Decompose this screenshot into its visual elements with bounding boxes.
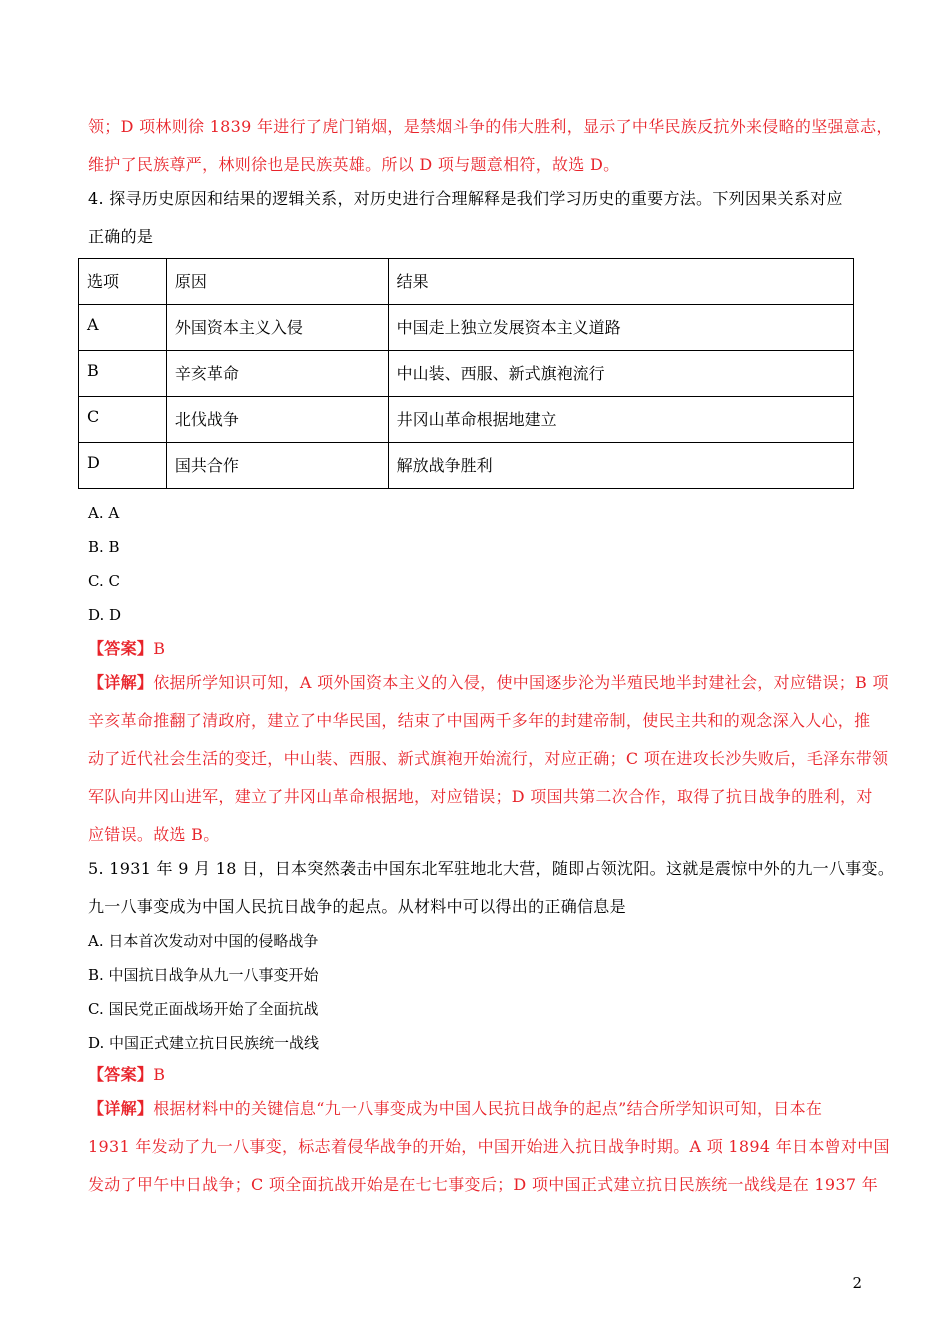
table-row — [79, 443, 854, 489]
q4-option-c: C. C — [88, 572, 120, 590]
q4-stem-line-2: 正确的是 — [88, 227, 154, 246]
q5-detail-line-2: 1931 年发动了九一八事变，标志着侵华战争的开始，中国开始进入抗日战争时期。A 项 1894 年日本曾对中国 — [88, 1137, 890, 1156]
q4-option-a: A. A — [88, 504, 120, 522]
page-number: 2 — [852, 1274, 862, 1292]
q5-option-d: D. 中国正式建立抗日民族统一战线 — [88, 1034, 320, 1052]
table-header-cell: 原因 — [166, 259, 388, 305]
table-cell: A — [79, 305, 167, 351]
table-cell: 中国走上独立发展资本主义道路 — [388, 305, 853, 351]
answer-value: B — [153, 1065, 166, 1084]
q4-detail-line-1 — [88, 673, 889, 693]
detail-label: 【详解】 — [88, 1099, 154, 1118]
table-cell: 外国资本主义入侵 — [166, 305, 388, 351]
q4-stem-line-1: 4. 探寻历史原因和结果的逻辑关系，对历史进行合理解释是我们学习历史的重要方法。下列因果关系对应 — [88, 189, 843, 208]
q4-option-d: D. D — [88, 606, 122, 624]
table-header-row — [79, 259, 854, 305]
q5-option-c: C. 国民党正面战场开始了全面抗战 — [88, 1000, 319, 1018]
table-cell: C — [79, 397, 167, 443]
detail-text: 根据材料中的关键信息“九一八事变成为中国人民抗日战争的起点”结合所学知识可知，日本在 — [153, 1099, 823, 1118]
table-cell: 井冈山革命根据地建立 — [388, 397, 853, 443]
detail-text: 依据所学知识可知，A 项外国资本主义的入侵，使中国逐步沦为半殖民地半封建社会，对应错误；B 项 — [153, 673, 889, 692]
q4-cause-effect-table — [78, 258, 854, 489]
table-cell: 中山装、西服、新式旗袍流行 — [388, 351, 853, 397]
table-cell: 国共合作 — [166, 443, 388, 489]
table-cell: 解放战争胜利 — [388, 443, 853, 489]
q4-detail-line-5: 应错误。故选 B。 — [88, 825, 220, 844]
answer-label: 【答案】 — [88, 639, 154, 658]
q4-detail-line-4: 军队向井冈山进军，建立了井冈山革命根据地，对应错误；D 项国共第二次合作，取得了抗日战争的胜利，对 — [88, 787, 873, 806]
q5-option-b: B. 中国抗日战争从九一八事变开始 — [88, 966, 319, 984]
q5-stem-line-2: 九一八事变成为中国人民抗日战争的起点。从材料中可以得出的正确信息是 — [88, 897, 626, 916]
table-cell: D — [79, 443, 167, 489]
answer-value: B — [153, 639, 166, 658]
q5-option-a: A. 日本首次发动对中国的侵略战争 — [88, 932, 319, 950]
table-header-cell: 结果 — [388, 259, 853, 305]
answer-label: 【答案】 — [88, 1065, 154, 1084]
q5-detail-line-3: 发动了甲午中日战争；C 项全面抗战开始是在七七事变后；D 项中国正式建立抗日民族统一战线是在 1937 年 — [88, 1175, 879, 1194]
q4-detail-line-3: 动了近代社会生活的变迁，中山装、西服、新式旗袍开始流行，对应正确；C 项在进攻长沙失败后，毛泽东带领 — [88, 749, 889, 768]
detail-label: 【详解】 — [88, 673, 154, 692]
q5-answer — [88, 1065, 165, 1085]
intro-line-1: 领；D 项林则徐 1839 年进行了虎门销烟，是禁烟斗争的伟大胜利，显示了中华民族反抗外来侵略的坚强意志， — [88, 117, 893, 136]
table-cell: 辛亥革命 — [166, 351, 388, 397]
table-header-cell: 选项 — [79, 259, 167, 305]
q4-option-b: B. B — [88, 538, 120, 556]
table-row — [79, 397, 854, 443]
q4-detail-line-2: 辛亥革命推翻了清政府，建立了中华民国，结束了中国两千多年的封建帝制，使民主共和的观念深入人心，推 — [88, 711, 871, 730]
q5-stem-line-1: 5. 1931 年 9 月 18 日，日本突然袭击中国东北军驻地北大营，随即占领沈阳。这就是震惊中外的九一八事变。 — [88, 859, 895, 878]
table-cell: 北伐战争 — [166, 397, 388, 443]
table-cell: B — [79, 351, 167, 397]
table-row — [79, 305, 854, 351]
q5-detail-line-1 — [88, 1099, 822, 1119]
table-row — [79, 351, 854, 397]
q4-answer — [88, 639, 165, 659]
intro-line-2: 维护了民族尊严，林则徐也是民族英雄。所以 D 项与题意相符，故选 D。 — [88, 155, 620, 174]
